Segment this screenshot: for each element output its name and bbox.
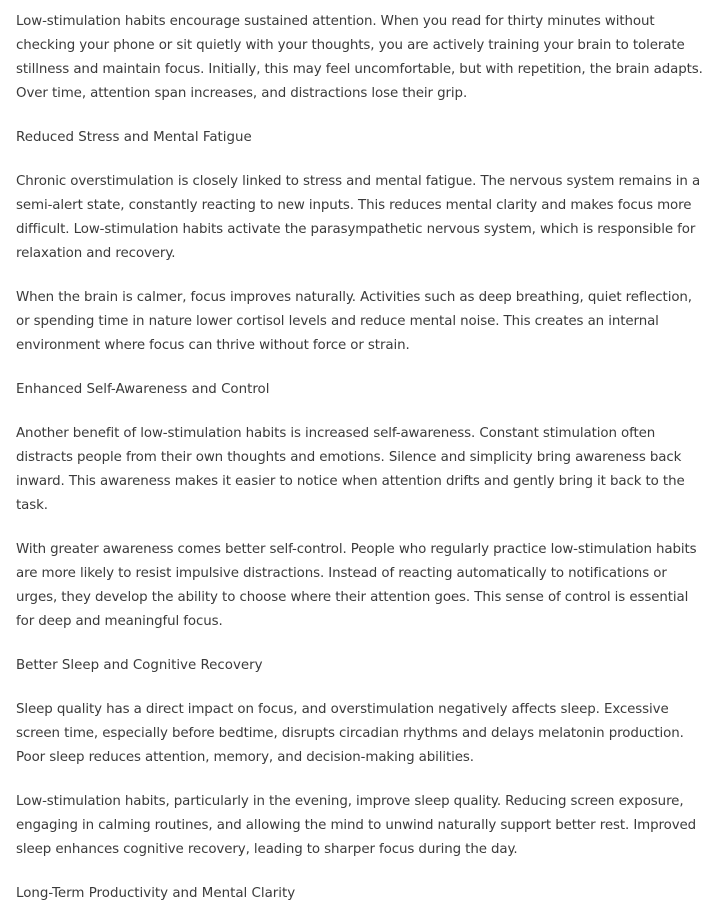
paragraph-calmer-brain: When the brain is calmer, focus improves naturally. Activities such as deep breathing, quiet reflection, or spending time in nature lower cortisol levels and reduce mental noise. This creates an internal environment where focus can thrive without force or strain.	[16, 290, 692, 353]
paragraph-sustained-attention: Low-stimulation habits encourage sustained attention. When you read for thirty minutes without checking your phone or sit quietly with your thoughts, you are actively training your brain to tolerate stillness and maintain focus. Initially, this may feel uncomfortable, but with repetition, the brain adapts. Over time, attention span increases, and distractions lose their grip.	[16, 14, 703, 101]
paragraph-chronic-overstimulation: Chronic overstimulation is closely linked to stress and mental fatigue. The nervous system remains in a semi-alert state, constantly reacting to new inputs. This reduces mental clarity and makes focus more difficult. Low-stimulation habits activate the parasympathetic nervous system, which is responsible for relaxation and recovery.	[16, 174, 701, 261]
section-heading-self-awareness: Enhanced Self-Awareness and Control	[16, 382, 270, 397]
section-heading-long-term-productivity: Long-Term Productivity and Mental Clarity	[16, 886, 296, 901]
section-heading-reduced-stress: Reduced Stress and Mental Fatigue	[16, 130, 252, 145]
paragraph-self-awareness: Another benefit of low-stimulation habits is increased self-awareness. Constant stimulation often distracts people from their own thoughts and emotions. Silence and simplicity bring awareness back inward. This awareness makes it easier to notice when attention drifts and gently bring it back to the task.	[16, 426, 685, 513]
section-heading-better-sleep: Better Sleep and Cognitive Recovery	[16, 658, 263, 673]
paragraph-sleep-quality: Sleep quality has a direct impact on focus, and overstimulation negatively affects sleep. Excessive screen time, especially before bedtime, disrupts circadian rhythms and delays melatonin production. Poor sleep reduces attention, memory, and decision-making abilities.	[16, 702, 684, 765]
paragraph-evening-habits: Low-stimulation habits, particularly in the evening, improve sleep quality. Reducing screen exposure, engaging in calming routines, and allowing the mind to unwind naturally support better rest. Improved sleep enhances cognitive recovery, leading to sharper focus during the day.	[16, 794, 697, 857]
paragraph-self-control: With greater awareness comes better self-control. People who regularly practice low-stimulation habits are more likely to resist impulsive distractions. Instead of reacting automatically to notifications or urges, they develop the ability to choose where their attention goes. This sense of control is essential for deep and meaningful focus.	[16, 542, 697, 629]
